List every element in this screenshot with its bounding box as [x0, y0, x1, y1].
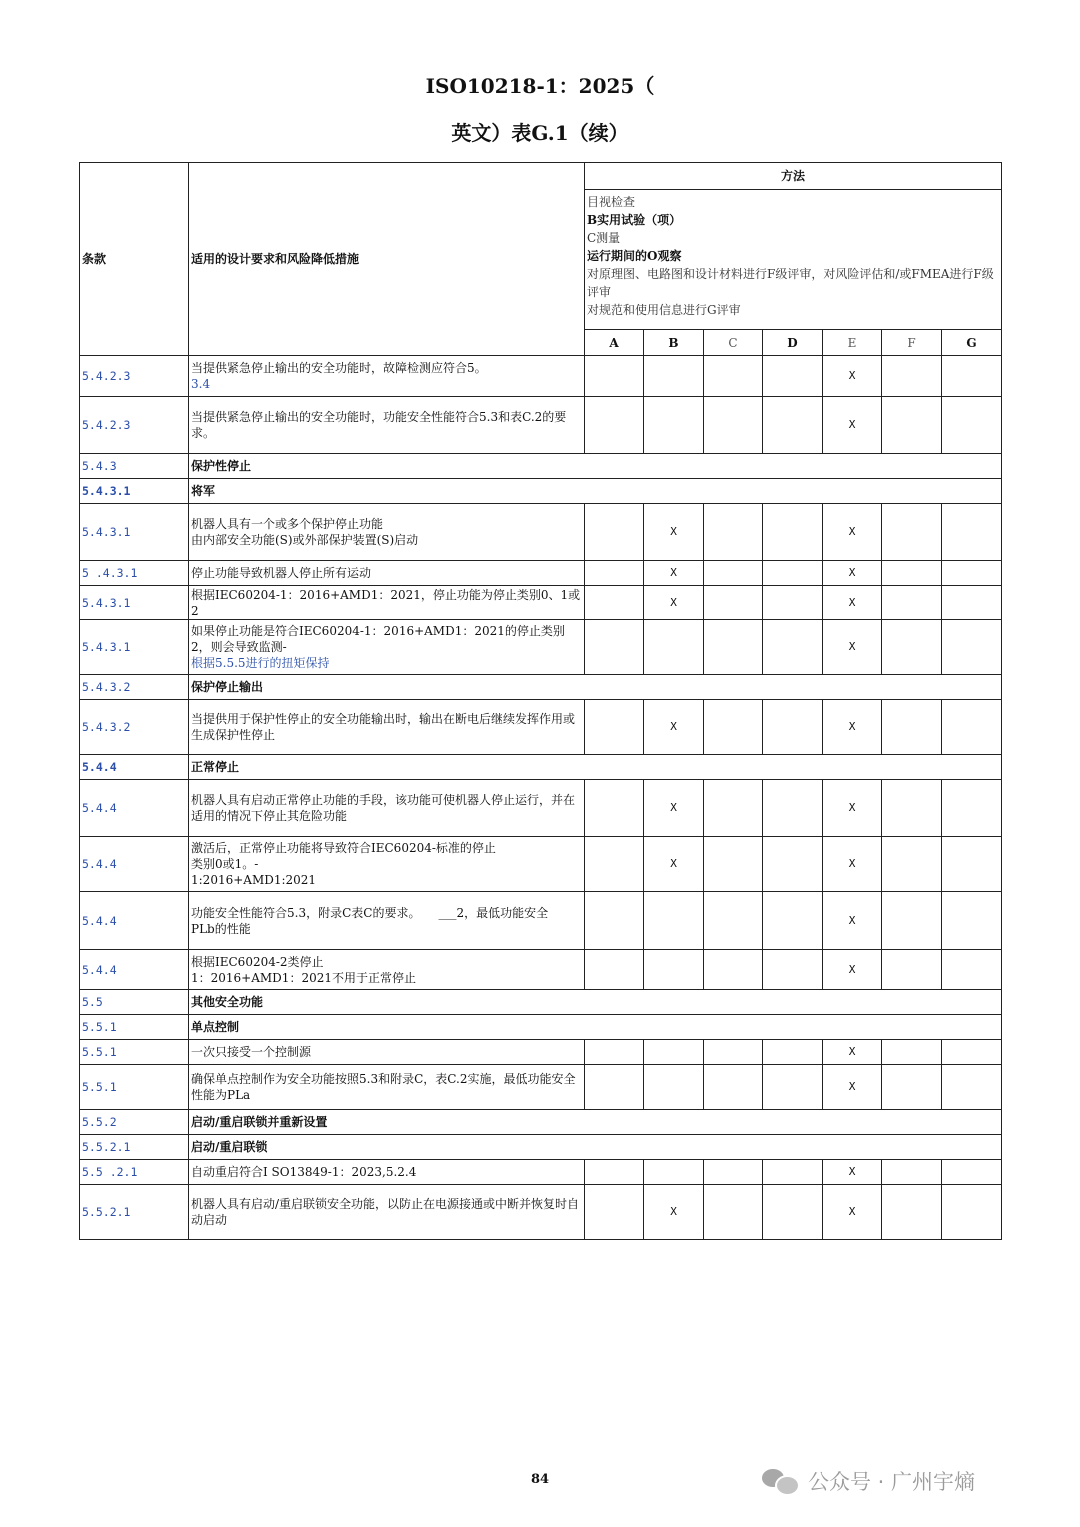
requirement-text [189, 504, 585, 561]
requirement-main: 一次只接受一个控制源 [191, 1045, 312, 1059]
method-mark [882, 892, 942, 950]
method-mark [942, 504, 1002, 561]
method-mark [644, 892, 704, 950]
requirement-text [189, 780, 585, 837]
method-column-header: A [585, 330, 644, 356]
table-row [80, 675, 1002, 700]
method-mark [763, 950, 823, 990]
requirement-main: 根据IEC60204-2类停止 1：2016+AMD1：2021不用于正常停止 [191, 954, 416, 985]
requirement-text [189, 1160, 585, 1185]
method-mark: X [644, 837, 704, 892]
requirement-text [189, 397, 585, 454]
method-mark [882, 780, 942, 837]
table-row [80, 561, 1002, 586]
clause-number: 5.4.2.3 [80, 356, 189, 397]
requirement-text [189, 700, 585, 755]
method-mark [763, 780, 823, 837]
watermark-text: 公众号 · 广州宇熵 [808, 1470, 976, 1494]
table-row [80, 780, 1002, 837]
method-mark [704, 356, 763, 397]
method-mark [704, 620, 763, 675]
requirement-text [189, 1065, 585, 1110]
method-mark: X [644, 1185, 704, 1240]
table-row [80, 990, 1002, 1015]
method-mark: X [823, 620, 882, 675]
clause-number: 5.5 [80, 990, 189, 1015]
method-mark [585, 1040, 644, 1065]
method-mark: X [823, 356, 882, 397]
method-mark [763, 1160, 823, 1185]
clause-number: 5.4.4 [80, 780, 189, 837]
method-mark: X [823, 397, 882, 454]
clause-number: 5.4.3.2 [80, 675, 189, 700]
method-mark [704, 837, 763, 892]
table-row [80, 1110, 1002, 1135]
clause-number: 5 .4.3.1 [80, 561, 189, 586]
method-mark [585, 1065, 644, 1110]
requirement-reference: 根据5.5.5进行的扭矩保持 [191, 656, 330, 670]
method-mark: X [823, 561, 882, 586]
requirement-text [189, 561, 585, 586]
requirement-reference: 3.4 [191, 377, 211, 391]
clause-header: 条款 [80, 163, 189, 356]
method-mark [704, 561, 763, 586]
requirement-text [189, 892, 585, 950]
method-mark [763, 397, 823, 454]
method-mark [704, 1040, 763, 1065]
requirement-text [189, 620, 585, 675]
method-mark [942, 1160, 1002, 1185]
section-heading: 其他安全功能 [189, 990, 1002, 1015]
requirement-main: 当提供用于保护性停止的安全功能输出时，输出在断电后继续发挥作用或生成保护性停止 [191, 712, 576, 742]
method-mark [942, 837, 1002, 892]
table-row [80, 755, 1002, 780]
method-mark [882, 561, 942, 586]
table-row [80, 1015, 1002, 1040]
method-mark [882, 1185, 942, 1240]
table-row [80, 950, 1002, 990]
requirement-main: 停止功能导致机器人停止所有运动 [191, 566, 372, 580]
clause-number: 5.4.4 [80, 837, 189, 892]
clause-number: 5.5.2 [80, 1110, 189, 1135]
method-mark [882, 356, 942, 397]
method-mark [704, 780, 763, 837]
table-row [80, 454, 1002, 479]
method-mark: X [823, 504, 882, 561]
method-mark [882, 620, 942, 675]
requirements-table [79, 162, 1002, 1240]
method-mark [585, 1160, 644, 1185]
requirement-text [189, 1040, 585, 1065]
method-mark [704, 504, 763, 561]
clause-number: 5.4.3.1 [80, 479, 189, 504]
method-column-header: B [644, 330, 704, 356]
method-mark [644, 1160, 704, 1185]
table-row [80, 1135, 1002, 1160]
requirement-main: 如果停止功能是符合IEC60204-1：2016+AMD1：2021的停止类别2，则会导致监测- [191, 624, 565, 654]
requirement-text [189, 837, 585, 892]
method-mark [585, 561, 644, 586]
method-mark [704, 1185, 763, 1240]
method-mark [763, 1040, 823, 1065]
method-column-header: C [704, 330, 763, 356]
method-mark: X [644, 780, 704, 837]
table-row [80, 1040, 1002, 1065]
method-mark [585, 1185, 644, 1240]
method-mark: X [823, 1160, 882, 1185]
clause-number: 5.4.2.3 [80, 397, 189, 454]
methods-header: 方法 [585, 163, 1002, 190]
method-mark [585, 837, 644, 892]
method-mark [585, 586, 644, 620]
method-mark: X [823, 950, 882, 990]
requirement-main: 机器人具有一个或多个保护停止功能 由内部安全功能(S)或外部保护装置(S)启动 [191, 517, 419, 547]
watermark [762, 1466, 975, 1496]
method-mark [942, 700, 1002, 755]
clause-number: 5.4.4 [80, 892, 189, 950]
clause-number: 5.4.4 [80, 755, 189, 780]
clause-number: 5.4.3.1 [80, 586, 189, 620]
method-mark [942, 586, 1002, 620]
requirement-text [189, 356, 585, 397]
method-mark [942, 1065, 1002, 1110]
method-column-header: G [942, 330, 1002, 356]
method-mark [882, 950, 942, 990]
method-column-header: E [823, 330, 882, 356]
method-mark [585, 780, 644, 837]
method-mark [763, 892, 823, 950]
method-mark [644, 950, 704, 990]
method-mark [644, 397, 704, 454]
method-mark [644, 620, 704, 675]
legend-item: 运行期间的O观察 [587, 249, 682, 263]
method-mark [763, 1065, 823, 1110]
method-mark [882, 837, 942, 892]
requirement-text [189, 586, 585, 620]
section-heading: 将军 [189, 479, 1002, 504]
table-row [80, 700, 1002, 755]
requirement-main: 当提供紧急停止输出的安全功能时，功能安全性能符合5.3和表C.2的要求。 [191, 410, 567, 440]
table-row [80, 1160, 1002, 1185]
section-heading: 保护性停止 [189, 454, 1002, 479]
section-heading: 正常停止 [189, 755, 1002, 780]
method-mark [942, 950, 1002, 990]
method-mark: X [823, 1040, 882, 1065]
clause-number: 5.5.1 [80, 1040, 189, 1065]
method-mark [882, 397, 942, 454]
method-mark [882, 1160, 942, 1185]
table-row [80, 397, 1002, 454]
method-mark [942, 1185, 1002, 1240]
requirement-main: 自动重启符合I SO13849-1：2023,5.2.4 [191, 1165, 417, 1179]
legend-item: C测量 [587, 231, 621, 245]
requirement-main: 激活后，正常停止功能将导致符合IEC60204-标准的停止 类别0或1。- 1:2016+AMD1:2021 [191, 841, 496, 887]
method-mark [763, 620, 823, 675]
method-mark [704, 586, 763, 620]
method-mark [882, 1065, 942, 1110]
method-mark [942, 892, 1002, 950]
table-row [80, 892, 1002, 950]
requirement-header: 适用的设计要求和风险降低措施 [189, 163, 585, 356]
table-row [80, 837, 1002, 892]
document-title-line1: ISO10218-1：2025（ [425, 74, 655, 98]
method-mark: X [644, 561, 704, 586]
legend-item: B实用试验（项） [587, 213, 682, 227]
method-mark [882, 700, 942, 755]
method-mark [644, 1065, 704, 1110]
table-row [80, 504, 1002, 561]
method-mark [585, 620, 644, 675]
table-row [80, 1065, 1002, 1110]
section-heading: 保护停止输出 [189, 675, 1002, 700]
clause-number: 5.5.2.1 [80, 1185, 189, 1240]
section-heading: 启动/重启联锁 [189, 1135, 1002, 1160]
method-mark [942, 561, 1002, 586]
method-mark [585, 892, 644, 950]
method-mark [763, 837, 823, 892]
method-mark [644, 1040, 704, 1065]
table-row [80, 620, 1002, 675]
document-title-line2: 英文）表G.1（续） [451, 121, 629, 145]
clause-number: 5.5.1 [80, 1015, 189, 1040]
method-mark [763, 561, 823, 586]
method-mark [942, 397, 1002, 454]
page-number: 84 [530, 1472, 550, 1487]
clause-number: 5.5.1 [80, 1065, 189, 1110]
wechat-icon [762, 1467, 798, 1495]
requirement-main: 功能安全性能符合5.3，附录C表C的要求。 ___2，最低功能安全 PLb的性能 [191, 905, 549, 936]
method-mark [942, 620, 1002, 675]
method-mark [704, 1160, 763, 1185]
method-mark [585, 504, 644, 561]
legend-item: 目视检查 [587, 195, 636, 209]
legend-item: 对规范和使用信息进行G评审 [587, 303, 741, 317]
method-mark [585, 950, 644, 990]
method-mark [942, 780, 1002, 837]
method-mark [585, 397, 644, 454]
clause-number: 5.4.4 [80, 950, 189, 990]
clause-number: 5.4.3.1 [80, 620, 189, 675]
clause-number: 5.4.3.2 [80, 700, 189, 755]
method-mark [704, 1065, 763, 1110]
legend-item: 对原理图、电路图和设计材料进行F级评审，对风险评估和/或FMEA进行F级评审 [587, 267, 994, 299]
clause-number: 5.4.3.1 [80, 504, 189, 561]
table-row [80, 586, 1002, 620]
section-heading: 单点控制 [189, 1015, 1002, 1040]
method-mark [644, 356, 704, 397]
method-mark: X [644, 504, 704, 561]
method-mark [942, 1040, 1002, 1065]
requirement-text [189, 950, 585, 990]
method-mark [882, 1040, 942, 1065]
clause-number: 5.4.3 [80, 454, 189, 479]
method-mark: X [644, 586, 704, 620]
methods-legend [585, 190, 1002, 330]
method-mark [882, 504, 942, 561]
table-row [80, 479, 1002, 504]
section-heading: 启动/重启联锁并重新设置 [189, 1110, 1002, 1135]
method-mark [942, 356, 1002, 397]
method-mark: X [644, 700, 704, 755]
method-mark: X [823, 1065, 882, 1110]
method-mark [763, 1185, 823, 1240]
method-mark [704, 700, 763, 755]
method-mark [763, 356, 823, 397]
method-mark [704, 892, 763, 950]
method-mark [763, 700, 823, 755]
method-column-header: D [763, 330, 823, 356]
requirement-main: 确保单点控制作为安全功能按照5.3和附录C，表C.2实施，最低功能安全性能为PLa [191, 1072, 576, 1102]
method-mark: X [823, 700, 882, 755]
requirement-main: 当提供紧急停止输出的安全功能时，故障检测应符合5。 [191, 361, 487, 375]
method-mark: X [823, 837, 882, 892]
method-mark [763, 586, 823, 620]
table-row [80, 356, 1002, 397]
method-mark: X [823, 586, 882, 620]
clause-number: 5.5 .2.1 [80, 1160, 189, 1185]
requirement-main: 机器人具有启动正常停止功能的手段，该功能可使机器人停止运行，并在适用的情况下停止其危险功能 [191, 793, 576, 823]
method-mark: X [823, 892, 882, 950]
method-mark: X [823, 1185, 882, 1240]
clause-number: 5.5.2.1 [80, 1135, 189, 1160]
table-row [80, 1185, 1002, 1240]
requirement-text [189, 1185, 585, 1240]
method-mark [585, 356, 644, 397]
method-column-header: F [882, 330, 942, 356]
method-mark [882, 586, 942, 620]
requirement-main: 根据IEC60204-1：2016+AMD1：2021，停止功能为停止类别0、1或2 [191, 587, 581, 618]
method-mark [704, 397, 763, 454]
method-mark: X [823, 780, 882, 837]
method-mark [585, 700, 644, 755]
requirement-main: 机器人具有启动/重启联锁安全功能，以防止在电源接通或中断并恢复时自动启动 [191, 1197, 580, 1227]
method-mark [763, 504, 823, 561]
method-mark [704, 950, 763, 990]
